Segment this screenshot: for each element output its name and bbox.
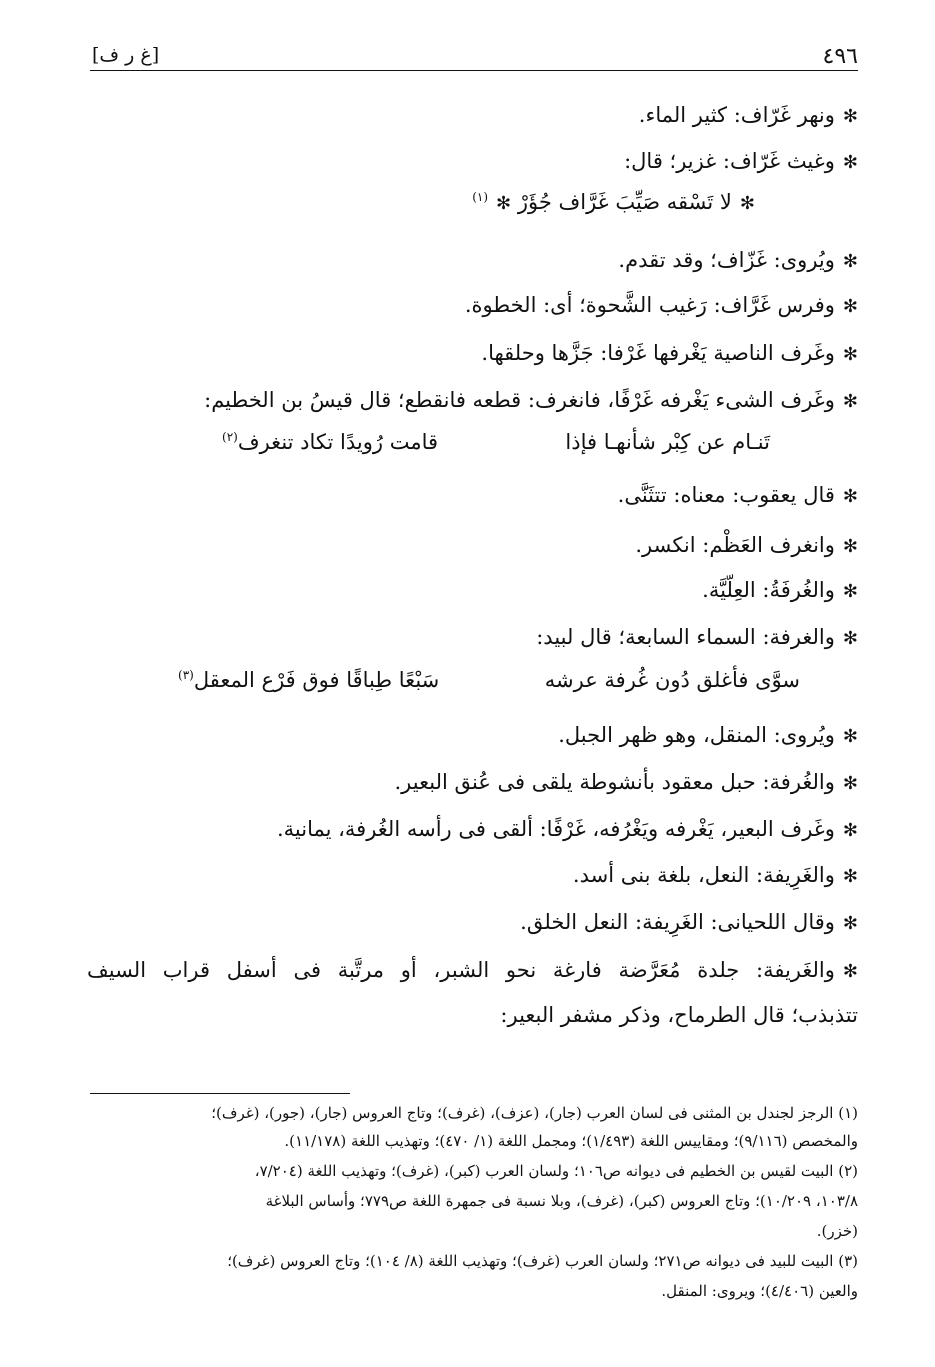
star-icon: ✻ bbox=[842, 581, 858, 602]
star-icon: ✻ bbox=[842, 773, 858, 794]
star-icon: ✻ bbox=[842, 106, 858, 127]
star-icon: ✻ bbox=[842, 391, 858, 412]
star-icon: ✻ bbox=[496, 193, 512, 214]
verse-second-hemistich: قامت رُويدًا تكاد تنغرف$^{(٢)}$ bbox=[222, 430, 439, 454]
footnote-line: ١٠٣/٨، ١٠/٢٠٩)؛ وتاج العروس (كبر)، (غرف)، وبلا نسبة فى جمهرة اللغة ص٧٧٩؛ وأساس البلاغة bbox=[265, 1192, 858, 1210]
entry-line: ✻ويُروى: المنقل، وهو ظهر الجبل. bbox=[558, 723, 858, 747]
star-icon: ✻ bbox=[842, 913, 858, 934]
star-icon: ✻ bbox=[739, 193, 755, 214]
footnote-line: والمخصص (٩/١١٦)؛ ومقاييس اللغة (١/٤٩٣)؛ ومجمل اللغة (١/ ٤٧٠)؛ وتهذيب اللغة (١١/١٧٨). bbox=[284, 1132, 858, 1150]
star-icon: ✻ bbox=[842, 726, 858, 747]
star-icon: ✻ bbox=[842, 820, 858, 841]
page-number: ٤٩٦ bbox=[822, 44, 858, 69]
entry-line: ✻وقال اللحيانى: الغَرِيفة: النعل الخلق. bbox=[520, 910, 858, 934]
entry-line: ✻قال يعقوب: معناه: تتثَنَّى. bbox=[617, 483, 858, 507]
star-icon: ✻ bbox=[842, 961, 858, 982]
footnote-ref: (٢) bbox=[222, 430, 238, 444]
footnote-line: (٣) البيت للبيد فى ديوانه ص٢٧١؛ ولسان العرب (غرف)؛ وتهذيب اللغة (٨/ ١٠٤)؛ وتاج العروس (غرف)؛ bbox=[227, 1252, 858, 1270]
root-letters: [غ ر ف] bbox=[92, 44, 160, 66]
header-rule bbox=[90, 70, 858, 71]
footnote-line: (خزر). bbox=[816, 1222, 858, 1240]
star-icon: ✻ bbox=[842, 296, 858, 317]
verse-first-hemistich: تَنـام عن كِبْر شأنهـا فإذا bbox=[565, 430, 770, 454]
star-icon: ✻ bbox=[842, 866, 858, 887]
footnote-line: (٢) البيت لقيس بن الخطيم فى ديوانه ص١٠٦؛ ولسان العرب (كبر)، (غرف)؛ وتهذيب اللغة (٧/٢٠٤، bbox=[254, 1162, 858, 1180]
entry-line: ✻ونهر غَرّاف: كثير الماء. bbox=[638, 103, 858, 127]
entry-line: ✻والغَرِيفة: النعل، بلغة بنى أسد. bbox=[572, 863, 858, 887]
entry-line: ✻وغَرف الناصية يَغْرفها غَرْفا: جَزَّها وحلقها. bbox=[481, 341, 858, 365]
entry-line: ✻والغرفة: السماء السابعة؛ قال لبيد: bbox=[536, 625, 858, 649]
star-icon: ✻ bbox=[842, 536, 858, 557]
verse-first-hemistich: سوَّى فأغلق دُون غُرفة عرشه bbox=[544, 668, 800, 692]
star-icon: ✻ bbox=[842, 152, 858, 173]
entry-line: ✻وغَرف الشىء يَغْرفه غَرْفًا، فانغرف: قطعه فانقطع؛ قال قيسُ بن الخطيم: bbox=[204, 388, 858, 412]
star-icon: ✻ bbox=[842, 628, 858, 649]
footnote-line: والعين (٤/٤٠٦)؛ ويروى: المنقل. bbox=[661, 1282, 858, 1300]
entry-line: ✻والغُرفة: حبل معقود بأنشوطة يلقى فى عُنق البعير. bbox=[394, 770, 858, 794]
footnote-rule bbox=[90, 1093, 350, 1094]
rajaz-verse: ✻لا تَسْقه صَيِّبَ غَرَّاف جُؤَرْ ✻$^{(١)}$ bbox=[472, 190, 755, 214]
star-icon: ✻ bbox=[842, 251, 858, 272]
entry-line: ✻والغَريفة: جلدة مُعَرَّضة فارغة نحو الشبر، أو مرتَّبة فى أسفل قراب السيف bbox=[87, 958, 858, 982]
footnote-ref: (٣) bbox=[178, 668, 194, 682]
verse-second-hemistich: سَبْعًا طِباقًا فوق فَرْع المعقل$^{(٣)}$ bbox=[178, 668, 440, 692]
star-icon: ✻ bbox=[842, 486, 858, 507]
entry-line: ✻ويُروى: غَزّاف؛ وقد تقدم. bbox=[618, 248, 858, 272]
footnote-line: (١) الرجز لجندل بن المثنى فى لسان العرب (جار)، (عزف)، (غرف)؛ وتاج العروس (جار)، (جور)، (غرف)؛ bbox=[211, 1104, 858, 1122]
entry-line: ✻وفرس غَرَّاف: رَغيب الشَّحوة؛ أى: الخطوة. bbox=[464, 293, 858, 317]
entry-line: ✻والغُرفَةُ: العِلّيَّة. bbox=[702, 578, 858, 602]
entry-line-continuation: تتذبذب؛ قال الطرماح، وذكر مشفر البعير: bbox=[500, 1003, 858, 1027]
star-icon: ✻ bbox=[842, 344, 858, 365]
footnote-ref: (١) bbox=[472, 190, 489, 204]
entry-line: ✻وغيث غَرّاف: غزير؛ قال: bbox=[624, 149, 858, 173]
entry-line: ✻وغَرف البعير، يَغْرفه ويَغْرُفه، غَرْفًا: ألقى فى رأسه الغُرفة، يمانية. bbox=[276, 817, 858, 841]
entry-line: ✻وانغرف العَظْم: انكسر. bbox=[635, 533, 858, 557]
